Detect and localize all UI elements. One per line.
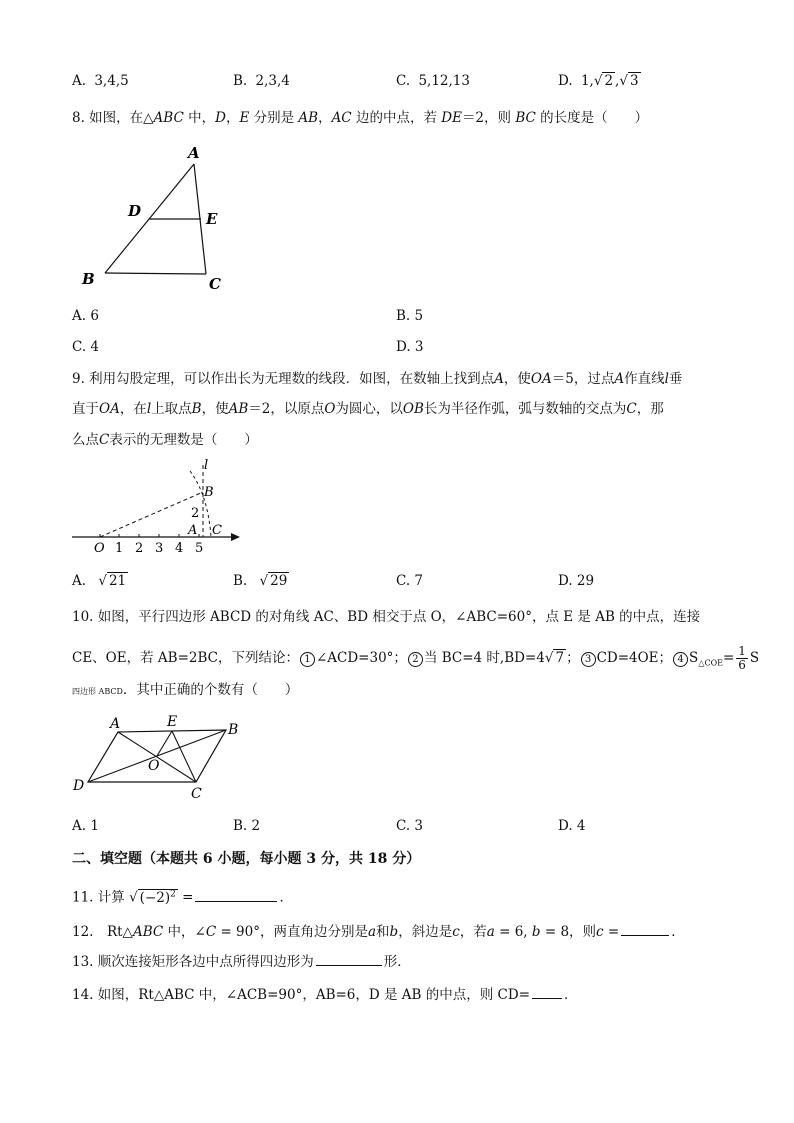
q10-option-b: B. 2 <box>233 818 261 834</box>
q8-option-a: A. 6 <box>72 308 99 324</box>
sqrt-sign: √ <box>259 573 269 589</box>
q7-option-a: A. 3,4,5 <box>72 73 129 89</box>
sqrt-sign: √ <box>619 73 628 89</box>
q7-option-d: D. 1,√ 2 ,√ 3 <box>558 73 639 89</box>
q11-stem: 11. 计算 √ $(-2)^2$ = ． <box>72 885 293 907</box>
q10-option-a: A. 1 <box>72 818 99 834</box>
tick-3: 3 <box>155 541 164 555</box>
circled-number-4: 4 <box>673 652 688 667</box>
label-c: C <box>212 523 222 538</box>
tick-4: 4 <box>175 541 184 555</box>
answer-blank[interactable] <box>621 921 669 936</box>
label-d: D <box>128 202 142 220</box>
segment-bc <box>105 273 206 274</box>
q9-stem-line2: 直于OA，在l上取点B，使AB＝2，以原点O为圆心，以OB长为半径作弧，弧与数轴的交点为C，那 <box>72 401 664 417</box>
label-o: O <box>148 758 160 774</box>
q8-triangle-figure <box>78 140 238 300</box>
label-c: C <box>191 786 202 802</box>
segment-oe <box>157 731 172 756</box>
q10-stem-line2: CE、OE，若 AB=2BC，下列结论： 1 ∠ACD=30°； 2 当 BC=4 时,BD=4√ 7 ； 3 CD=4OE； 4 $S_{\triangle COE}=$ $\frac{1}{6}$ S <box>72 644 760 672</box>
label-c: C <box>209 275 221 293</box>
label-o: O <box>94 541 105 555</box>
q12-stem: 12. Rt△ABC 中，∠C = 90°，两直角边分别是a和b，斜边是c，若a = 6, b = 8，则c = ． <box>72 921 685 941</box>
label-b: B <box>228 722 239 738</box>
q10-option-c: C. 3 <box>396 818 424 834</box>
label-a: A <box>188 523 198 538</box>
label-e: E <box>167 714 178 730</box>
q8-option-c: C. 4 <box>72 339 100 355</box>
sqrt-sign: √ <box>129 889 138 906</box>
q13-stem: 13. 顺次连接矩形各边中点所得四边形为 形． <box>72 951 411 971</box>
q8-option-d: D. 3 <box>396 339 424 355</box>
sqrt-sign: √ <box>98 573 107 589</box>
q10-stem-line3: 四边形 ABCD．其中正确的个数有（ ） <box>72 682 299 698</box>
tick-5: 5 <box>195 541 204 555</box>
circled-number-3: 3 <box>581 652 596 667</box>
q10-option-d: D. 4 <box>558 818 586 834</box>
answer-blank[interactable] <box>532 984 562 999</box>
sqrt-sign: √ <box>593 73 603 89</box>
q10-stem-line1: 10. 如图，平行四边形 ABCD 的对角线 AC、BD 相交于点 O，∠ABC=60°，点 E 是 AB 的中点，连接 <box>72 609 701 625</box>
q7-option-c: C. 5,12,13 <box>396 73 470 89</box>
answer-blank[interactable] <box>195 887 277 902</box>
label-b: B <box>204 485 214 500</box>
q10-parallelogram-figure <box>70 712 250 804</box>
q9-number-line-figure <box>70 455 250 555</box>
q9-stem-line3: 么点C表示的无理数是（ ） <box>72 432 258 448</box>
fraction-one-sixth: $\frac{1}{6}$ <box>738 644 746 672</box>
q9-stem-line1: 9. 利用勾股定理，可以作出长为无理数的线段．如图，在数轴上找到点A，使OA＝5，过点A作直线l垂 <box>72 371 683 387</box>
axis-arrow <box>231 533 240 541</box>
q7-option-b: B. 2,3,4 <box>233 73 290 89</box>
label-a: A <box>110 716 121 732</box>
answer-blank[interactable] <box>316 951 382 966</box>
q14-stem: 14. 如图，Rt△ABC 中，∠ACB=90°，AB=6，D 是 AB 的中点，则 CD= ． <box>72 984 578 1004</box>
section-2-heading: 二、填空题（本题共 6 小题，每小题 3 分，共 18 分） <box>72 851 421 867</box>
label-a: A <box>188 144 200 162</box>
tick-2: 2 <box>135 541 144 555</box>
sqrt-sign: √ <box>544 650 554 666</box>
q9-option-a: A. √ 21 <box>72 573 127 589</box>
tick-1: 1 <box>115 541 124 555</box>
q9-option-b: B. √ 29 <box>233 573 288 589</box>
q9-option-c: C. 7 <box>396 573 424 589</box>
label-l: l <box>204 458 209 473</box>
q8-stem: 8. 如图，在△ABC 中，D，E 分别是 AB，AC 边的中点，若 DE＝2，则 BC 的长度是（ ） <box>72 110 649 126</box>
circled-number-2: 2 <box>408 652 423 667</box>
q8-option-b: B. 5 <box>396 308 424 324</box>
label-e: E <box>206 210 218 228</box>
label-two: 2 <box>191 506 200 521</box>
label-b: B <box>82 270 95 288</box>
label-d: D <box>73 778 85 794</box>
circled-number-1: 1 <box>300 652 315 667</box>
q9-option-d: D. 29 <box>558 573 595 589</box>
